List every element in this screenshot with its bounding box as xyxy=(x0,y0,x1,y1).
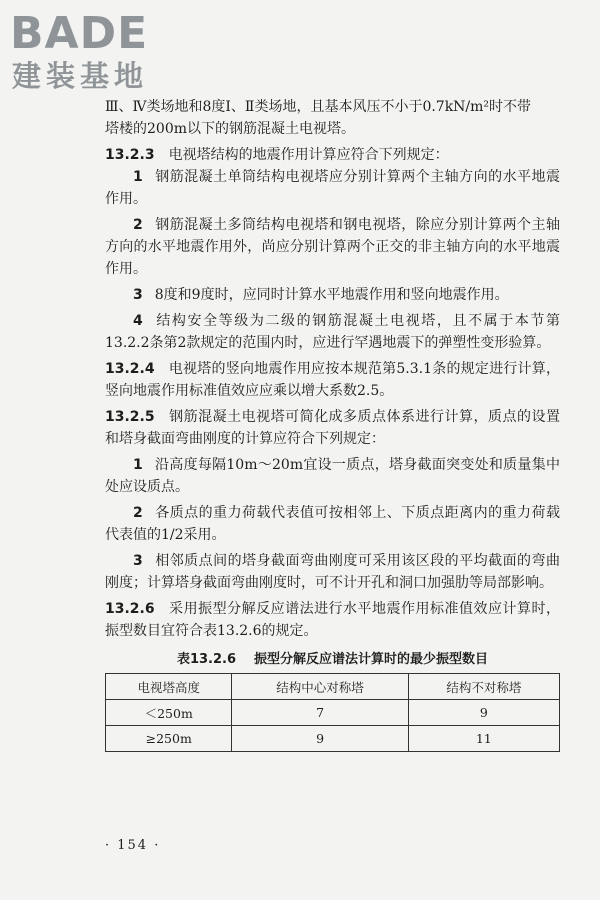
list-item: 2 各质点的重力荷载代表值可按相邻上、下质点距离内的重力荷载代表值的1/2采用。 xyxy=(105,505,560,543)
document-body xyxy=(105,96,560,752)
table-cell: ＜250m xyxy=(106,700,232,726)
logo-subtitle: 建装基地 xyxy=(12,59,149,92)
table-cell: 9 xyxy=(408,700,559,726)
intro-line-2: 塔楼的200m以下的钢筋混凝土电视塔。 xyxy=(105,121,355,137)
clause-number: 13.2.4 xyxy=(105,361,155,377)
clause-number: 13.2.3 xyxy=(105,147,155,163)
clause-text: 电视塔的竖向地震作用应按本规范第5.3.1条的规定进行计算，竖向地震作用标准值效应应乘以增大系数2.5。 xyxy=(105,361,560,399)
clause-number: 13.2.6 xyxy=(105,601,155,617)
clause-13-2-6 xyxy=(105,598,560,642)
intro-line-1: Ⅲ、Ⅳ类场地和8度Ⅰ、Ⅱ类场地，且基本风压不小于0.7kN/m²时不带 xyxy=(105,99,532,115)
list-item: 1 沿高度每隔10m～20m宜设一质点，塔身截面突变处和质量集中处应设质点。 xyxy=(105,457,560,495)
clause-text: 钢筋混凝土电视塔可简化成多质点体系进行计算，质点的设置和塔身截面弯曲刚度的计算应符合下列规定： xyxy=(105,409,560,447)
clause-13-2-3 xyxy=(105,144,560,166)
page-number: · 154 · xyxy=(105,838,161,853)
table-caption-number: 表13.2.6 xyxy=(176,652,237,667)
table-header-cell: 结构不对称塔 xyxy=(408,674,559,700)
table-cell: 9 xyxy=(232,726,408,752)
clause-number: 13.2.5 xyxy=(105,409,155,425)
table-header-cell: 电视塔高度 xyxy=(106,674,232,700)
bade-logo xyxy=(8,6,178,92)
logo-brand: BADE xyxy=(10,8,149,59)
list-item: 4 结构安全等级为二级的钢筋混凝土电视塔，且不属于本节第13.2.2条第2款规定的范围内时，应进行罕遇地震下的弹塑性变形验算。 xyxy=(105,313,560,351)
clause-text: 电视塔结构的地震作用计算应符合下列规定： xyxy=(168,147,449,163)
clause-13-2-4 xyxy=(105,358,560,402)
table-header-row xyxy=(106,674,560,700)
list-item: 1 钢筋混凝土单筒结构电视塔应分别计算两个主轴方向的水平地震作用。 xyxy=(105,169,560,207)
table-cell: 11 xyxy=(408,726,559,752)
table-cell: 7 xyxy=(232,700,408,726)
clause-text: 采用振型分解反应谱法进行水平地震作用标准值效应计算时，振型数目宜符合表13.2.6的规定。 xyxy=(105,601,560,639)
table-row xyxy=(106,726,560,752)
list-item: 2 钢筋混凝土多筒结构电视塔和钢电视塔，除应分别计算两个主轴方向的水平地震作用外，尚应分别计算两个正交的非主轴方向的水平地震作用。 xyxy=(105,217,560,277)
table-cell: ≥250m xyxy=(106,726,232,752)
table-caption-title: 振型分解反应谱法计算时的最少振型数目 xyxy=(254,652,489,667)
list-item: 3 8度和9度时，应同时计算水平地震作用和竖向地震作用。 xyxy=(133,287,509,303)
table-caption xyxy=(105,648,560,667)
clause-13-2-5 xyxy=(105,406,560,450)
list-item: 3 相邻质点间的塔身截面弯曲刚度可采用该区段的平均截面的弯曲刚度；计算塔身截面弯曲刚度时，可不计开孔和洞口加强肋等局部影响。 xyxy=(105,553,560,591)
table-header-cell: 结构中心对称塔 xyxy=(232,674,408,700)
table-row xyxy=(106,700,560,726)
seismic-mode-table xyxy=(105,673,560,752)
